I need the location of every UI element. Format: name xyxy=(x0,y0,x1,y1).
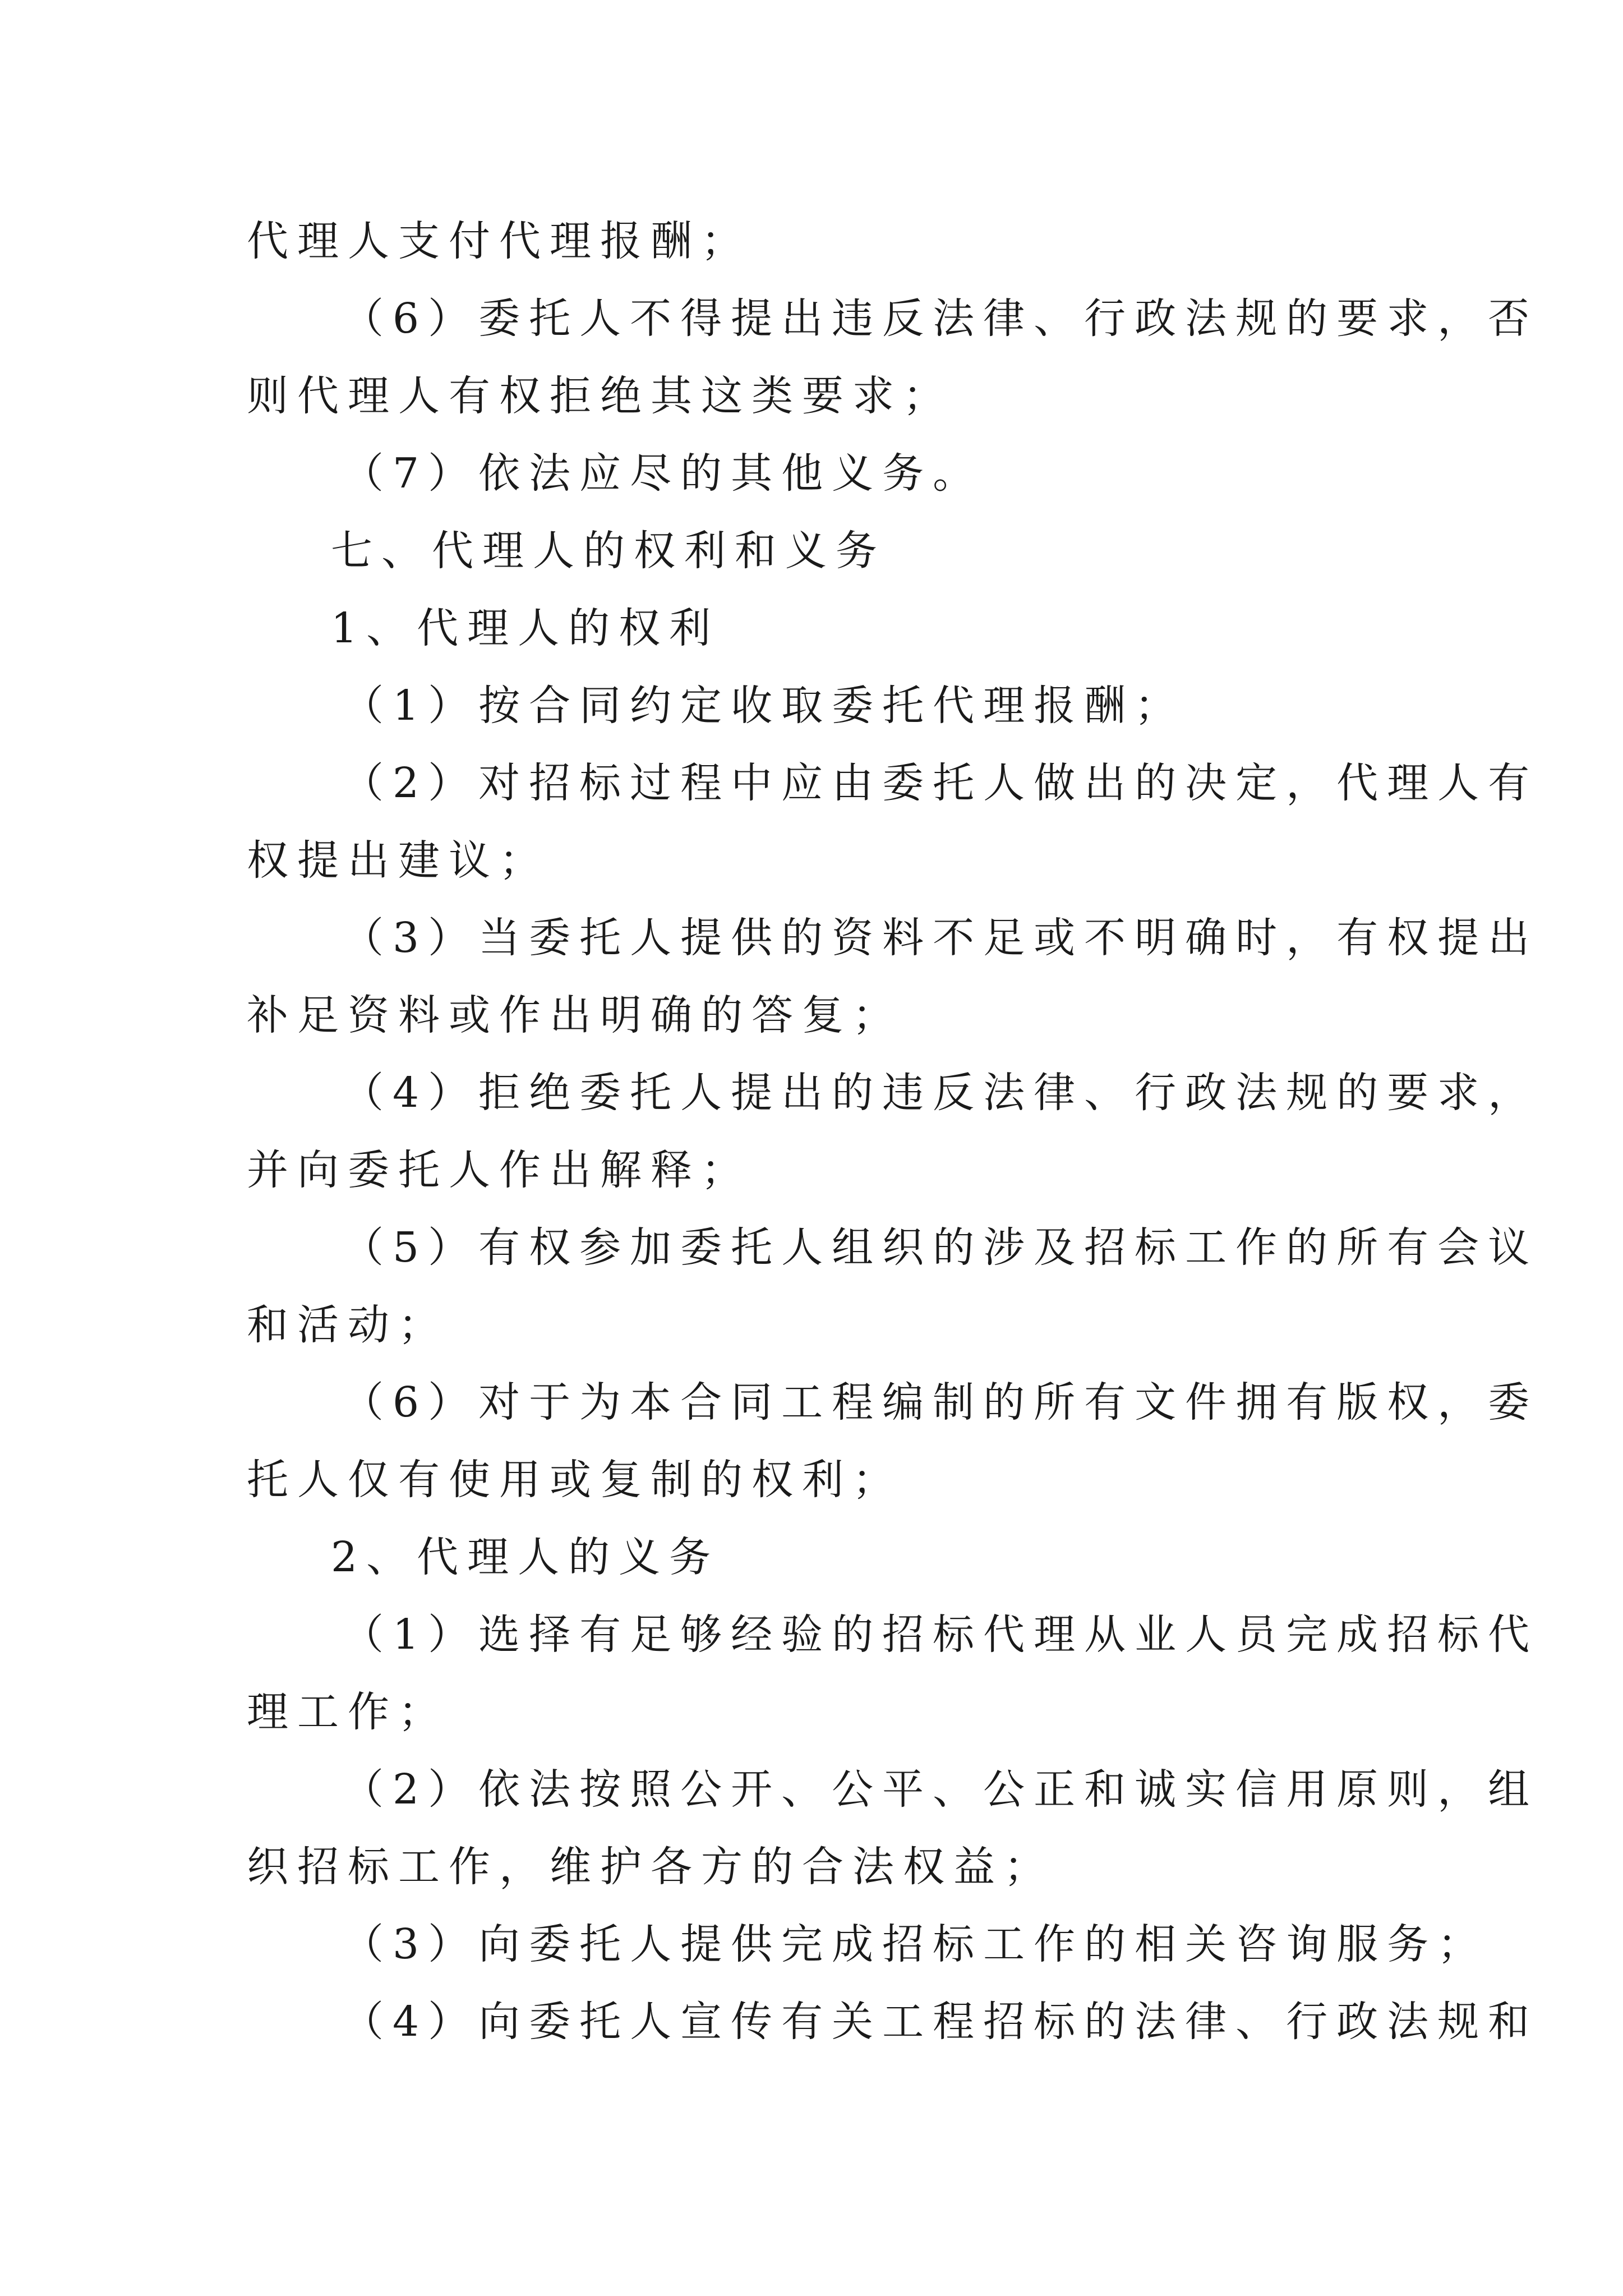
text-line: （1）按合同约定收取委托代理报酬； xyxy=(342,682,1186,730)
text-line: （1）选择有足够经验的招标代理从业人员完成招标代 xyxy=(342,1611,1539,1659)
text-line: 补足资料或作出明确的答复； xyxy=(247,991,903,1039)
text-line: （2）依法按照公开、公平、公正和诚实信用原则，组 xyxy=(342,1765,1539,1814)
text-line: 和活动； xyxy=(247,1301,449,1349)
text-line: 权提出建议； xyxy=(247,836,550,885)
text-line: （4）向委托人宣传有关工程招标的法律、行政法规和 xyxy=(342,1998,1539,2046)
text-line: （2）对招标过程中应由委托人做出的决定，代理人有 xyxy=(342,759,1539,807)
text-line: 织招标工作，维护各方的合法权益； xyxy=(247,1843,1054,1891)
text-line: （5）有权参加委托人组织的涉及招标工作的所有会议 xyxy=(342,1223,1539,1272)
subsection-heading: 1、代理人的权利 xyxy=(331,604,720,652)
section-heading: 七、代理人的权利和义务 xyxy=(331,527,886,575)
text-line: 并向委托人作出解释； xyxy=(247,1146,751,1194)
text-line: （6）委托人不得提出违反法律、行政法规的要求，否 xyxy=(342,295,1539,343)
subsection-heading: 2、代理人的义务 xyxy=(331,1533,720,1581)
text-line: （3）当委托人提供的资料不足或不明确时，有权提出 xyxy=(342,914,1539,962)
text-line: 则代理人有权拒绝其这类要求； xyxy=(247,372,953,420)
text-line: （4）拒绝委托人提出的违反法律、行政法规的要求， xyxy=(342,1069,1539,1117)
text-line: 代理人支付代理报酬； xyxy=(247,217,751,265)
text-line: （3）向委托人提供完成招标工作的相关咨询服务； xyxy=(342,1920,1488,1968)
text-line: 理工作； xyxy=(247,1688,449,1736)
text-line: （7）依法应尽的其他义务。 xyxy=(342,449,984,498)
text-line: 托人仅有使用或复制的权利； xyxy=(247,1456,903,1504)
text-line: （6）对于为本合同工程编制的所有文件拥有版权，委 xyxy=(342,1378,1539,1427)
